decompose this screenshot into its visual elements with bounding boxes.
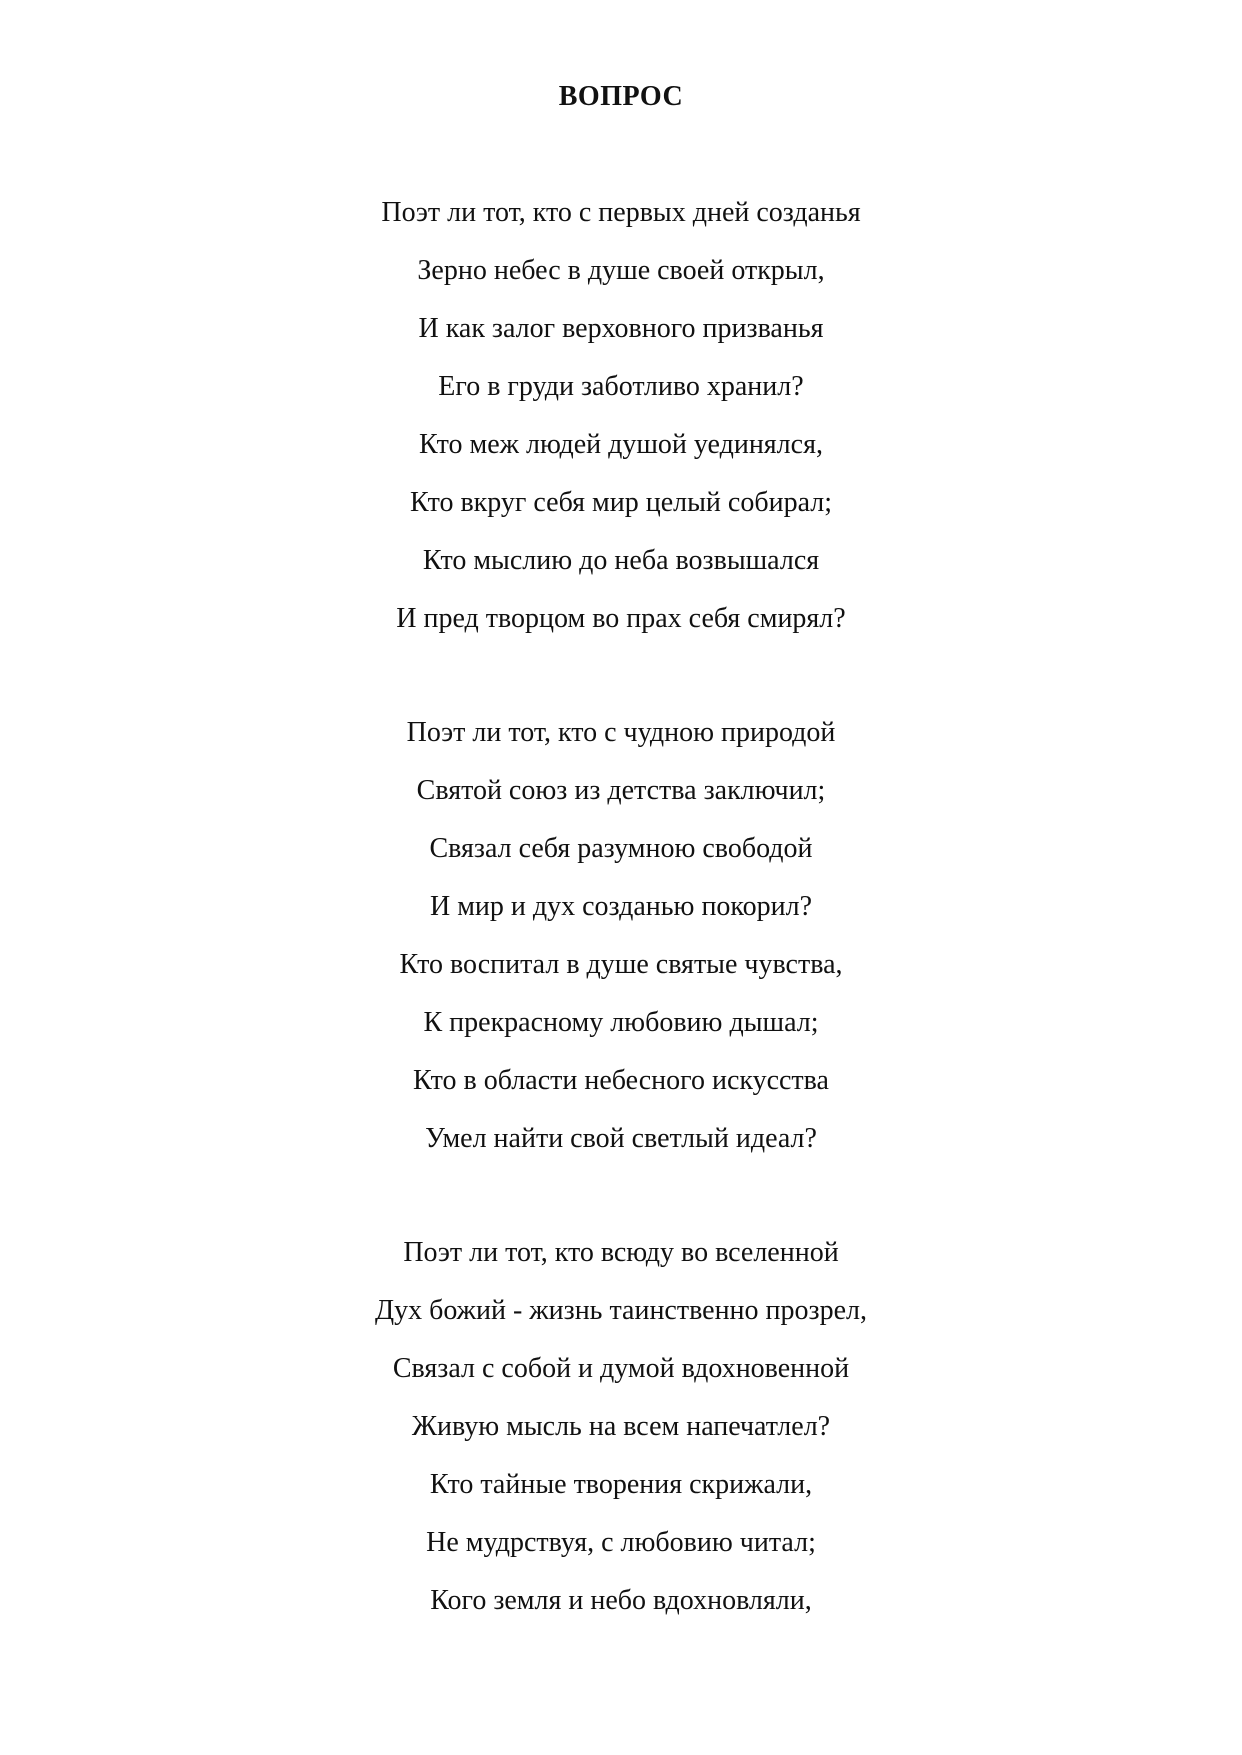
poem-line: Кого земля и небо вдохновляли, bbox=[430, 1585, 812, 1616]
poem-line: Поэт ли тот, кто всюду во вселенной bbox=[403, 1237, 839, 1268]
poem-line: Кто вкруг себя мир целый собирал; bbox=[409, 487, 832, 518]
poem-line: Связал с собой и думой вдохновенной bbox=[392, 1353, 850, 1384]
poem-line: Умел найти свой светлый идеал? bbox=[425, 1123, 817, 1154]
poem-line: Поэт ли тот, кто с первых дней созданья bbox=[381, 197, 861, 228]
poem-line: Связал себя разумною свободой bbox=[429, 833, 813, 864]
stanza-1 bbox=[0, 196, 1242, 660]
stanza-2 bbox=[0, 716, 1242, 1180]
poem-line: Его в груди заботливо хранил? bbox=[438, 371, 804, 402]
poem-title: ВОПРОС bbox=[558, 81, 684, 112]
poem-line: Кто тайные творения скрижали, bbox=[429, 1469, 813, 1500]
poem-line: К прекрасному любовию дышал; bbox=[423, 1007, 819, 1038]
poem-line: Поэт ли тот, кто с чудною природой bbox=[406, 717, 836, 748]
poem-line: Живую мысль на всем напечатлел? bbox=[411, 1411, 831, 1442]
poem-line: Зерно небес в душе своей открыл, bbox=[417, 255, 825, 286]
poem-line: И мир и дух созданью покорил? bbox=[429, 891, 813, 922]
poem-line: Кто в области небесного искусства bbox=[413, 1065, 829, 1096]
poem-line: Не мудрствуя, с любовию читал; bbox=[426, 1527, 816, 1558]
poem-line: Святой союз из детства заключил; bbox=[416, 775, 826, 806]
poem-line: Кто воспитал в душе святые чувства, bbox=[399, 949, 843, 980]
poem-line: И пред творцом во прах себя смирял? bbox=[396, 603, 846, 634]
poem-line: Кто мыслию до неба возвышался bbox=[422, 545, 820, 576]
poem-line: Дух божий - жизнь таинственно прозрел, bbox=[375, 1295, 867, 1326]
poem-line: Кто меж людей душой уединялся, bbox=[419, 429, 823, 460]
stanza-3 bbox=[0, 1236, 1242, 1642]
poem-line: И как залог верховного призванья bbox=[418, 313, 824, 344]
